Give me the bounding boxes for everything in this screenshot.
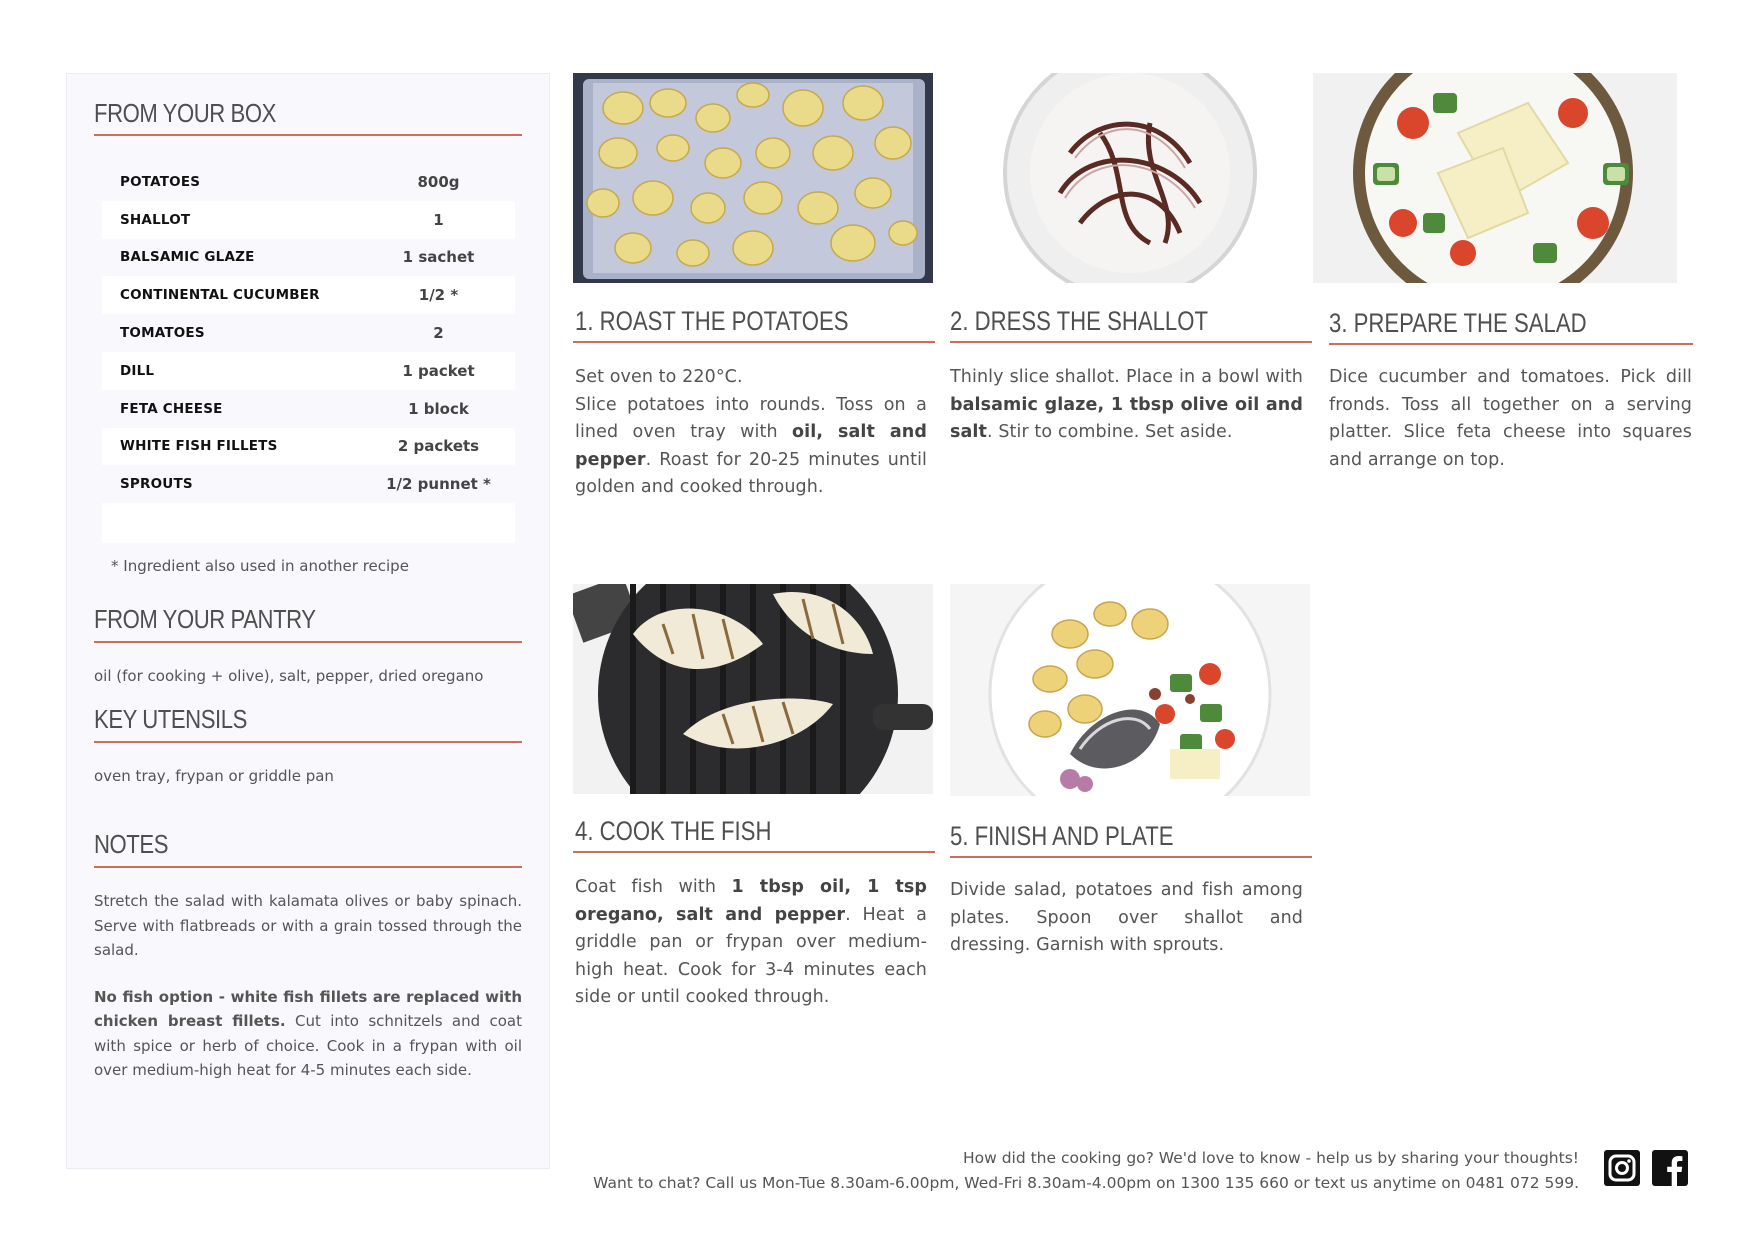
from-your-pantry-title: FROM YOUR PANTRY (94, 604, 316, 634)
step-5-title: 5. FINISH AND PLATE (950, 821, 1174, 851)
ingredient-name: SPROUTS (120, 476, 193, 493)
table-row (102, 428, 515, 466)
step-rule (573, 341, 935, 343)
step-rule (1329, 343, 1693, 345)
ingredient-qty: 1/2 punnet * (386, 475, 491, 494)
ingredient-qty: 1/2 * (418, 286, 459, 305)
step-2-title: 2. DRESS THE SHALLOT (950, 306, 1208, 336)
footer-text (593, 1146, 1579, 1196)
ingredient-name: DILL (120, 362, 155, 379)
step-4-title: 4. COOK THE FISH (575, 816, 772, 846)
ingredient-table (102, 163, 515, 543)
ingredient-name: FETA CHEESE (120, 400, 223, 417)
step-1-title: 1. ROAST THE POTATOES (575, 306, 849, 336)
step-4-image (573, 584, 933, 794)
step-4-text (575, 874, 927, 1012)
section-rule (94, 741, 522, 743)
notes-paragraph-1: Stretch the salad with kalamata olives or baby spinach. Serve with flatbreads or with a grain tossed through the salad. (94, 892, 522, 959)
step-3-image (1313, 73, 1677, 283)
ingredient-footnote: * Ingredient also used in another recipe (111, 557, 409, 575)
ingredient-qty: 2 packets (397, 437, 480, 456)
table-row (102, 314, 515, 352)
instagram-icon[interactable] (1604, 1150, 1640, 1186)
step-2-text (950, 364, 1303, 447)
step-rule (950, 856, 1312, 858)
step-rule (573, 851, 935, 853)
step-4-text-part: . Heat a griddle pan or frypan over medium-high heat. Cook for 3-4 minutes each side or until cooked through. (575, 904, 928, 1007)
ingredient-qty: 1 packet (402, 361, 475, 380)
notes-text (94, 889, 522, 1105)
step-3-text: Dice cucumber and tomatoes. Pick dill fronds. Toss all together on a serving platter. Slice feta cheese into squares and arrange on top. (1329, 367, 1692, 470)
step-1-bold: oil, salt and pepper (575, 422, 927, 470)
ingredient-qty: 2 (433, 324, 444, 343)
step-1-image (573, 73, 933, 283)
ingredient-qty: 1 block (408, 399, 469, 418)
notes-bold: No fish option - white fish fillets are replaced with chicken breast fillets. (94, 987, 522, 1030)
ingredient-qty: 1 (433, 210, 444, 229)
ingredient-name: SHALLOT (120, 211, 191, 228)
footer-contact: Want to chat? Call us Mon-Tue 8.30am-6.00pm, Wed-Fri 8.30am-4.00pm on 1300 135 660 or text us anytime on 0481 072 599. (593, 1174, 1579, 1192)
notes-title: NOTES (94, 829, 169, 859)
step-1-line: Set oven to 220°C. (575, 367, 743, 387)
step-1-text (575, 364, 927, 502)
ingredient-name: BALSAMIC GLAZE (120, 249, 255, 266)
table-row (102, 465, 515, 503)
step-4-text-part: Coat fish with (575, 877, 732, 897)
ingredient-name: POTATOES (120, 173, 201, 190)
table-row (102, 239, 515, 277)
table-row (102, 201, 515, 239)
step-1-text-part: . Roast for 20-25 minutes until golden and cooked through. (575, 449, 927, 497)
table-row (102, 276, 515, 314)
notes-paragraph-2 (94, 985, 522, 1083)
key-utensils-title: KEY UTENSILS (94, 704, 247, 734)
step-2-bold: balsamic glaze, 1 tbsp olive oil and salt (950, 394, 1303, 442)
table-row (102, 352, 515, 390)
footer-feedback: How did the cooking go? We'd love to know - help us by sharing your thoughts! (962, 1149, 1579, 1167)
step-2-image (950, 73, 1310, 283)
ingredient-name: CONTINENTAL CUCUMBER (120, 287, 320, 304)
step-5-image (950, 584, 1310, 796)
ingredient-qty: 800g (417, 172, 460, 191)
step-2-text-part: Thinly slice shallot. Place in a bowl with (950, 367, 1303, 387)
step-5-text: Divide salad, potatoes and fish among plates. Spoon over shallot and dressing. Garnish with sprouts. (950, 880, 1303, 955)
section-rule (94, 866, 522, 868)
table-row (102, 163, 515, 201)
facebook-icon[interactable] (1652, 1150, 1688, 1186)
pantry-text: oil (for cooking + olive), salt, pepper, dried oregano (94, 667, 484, 685)
from-your-box-title: FROM YOUR BOX (94, 98, 276, 128)
table-row (102, 390, 515, 428)
step-2-text-part: . Stir to combine. Set aside. (987, 422, 1233, 442)
notes-rest: Cut into schnitzels and coat with spice or herb of choice. Cook in a frypan with oil over medium-high heat for 4-5 minutes each side. (94, 1012, 522, 1079)
step-4-bold: 1 tbsp oil, 1 tsp oregano, salt and pepper (575, 877, 927, 925)
sidebar (66, 73, 550, 1169)
section-rule (94, 641, 522, 643)
section-rule (94, 134, 522, 136)
step-rule (950, 341, 1312, 343)
step-1-text-part: Slice potatoes into rounds. Toss on a lined oven tray with (575, 394, 927, 442)
ingredient-name: TOMATOES (120, 325, 205, 342)
ingredient-qty: 1 sachet (402, 248, 475, 267)
step-1-body (575, 392, 927, 502)
ingredient-name: WHITE FISH FILLETS (120, 438, 278, 455)
table-row-empty (102, 503, 515, 543)
utensils-text: oven tray, frypan or griddle pan (94, 767, 334, 785)
step-3-title: 3. PREPARE THE SALAD (1329, 308, 1587, 338)
